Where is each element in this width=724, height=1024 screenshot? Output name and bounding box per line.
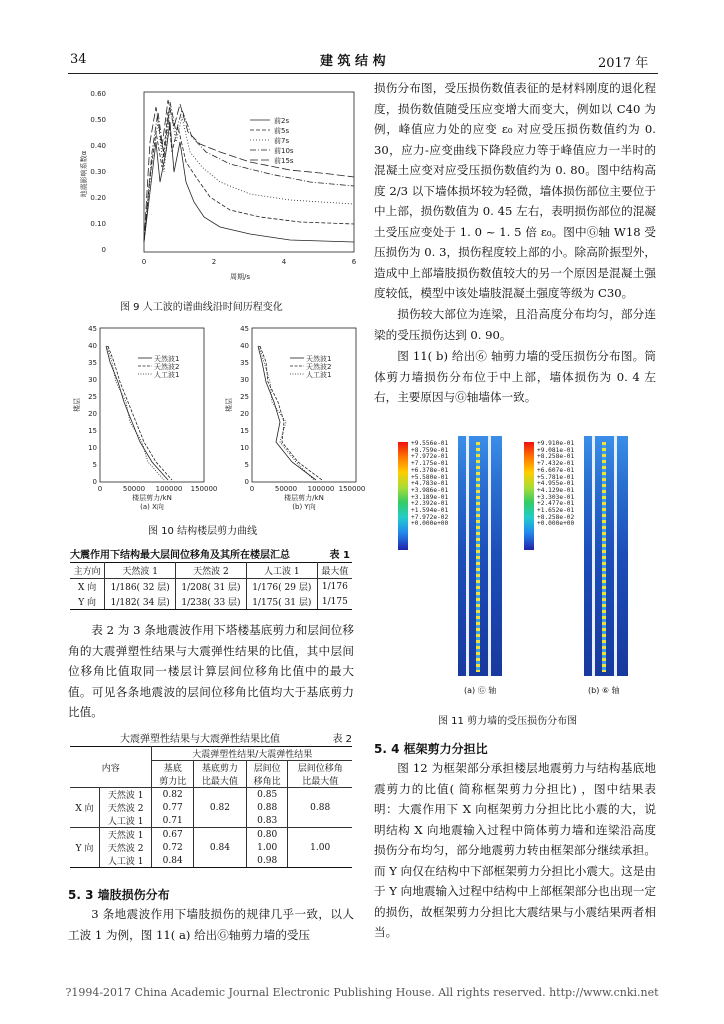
fig10a-ytick: 10 [88, 444, 97, 452]
section-5-3-text: 3 条地震波作用下墙肢损伤的规律几乎一致，以人工波 1 为例，图 11( a) 给出Ⓖ轴剪力墙的受压 [68, 907, 354, 942]
fig9-ytick: 0.10 [90, 220, 106, 228]
table2-label: 表 2 [332, 734, 352, 745]
table1-title-row [70, 546, 350, 561]
fig10b-ytick: 30 [240, 376, 249, 384]
fig9-chart [70, 82, 360, 292]
fig10a-legend-item: 天然波1 [154, 355, 180, 363]
fig10a-ytick: 35 [88, 359, 97, 367]
fig10b-ytick: 35 [240, 359, 249, 367]
fig11b-scale-value: +2.477e-01 [537, 500, 575, 508]
fig10-caption: 图 10 结构楼层剪力曲线 [148, 526, 258, 537]
fig10b-ytick: 45 [240, 325, 249, 333]
table2-subheader: 比最大值 [288, 774, 352, 788]
fig10b-ylabel: 楼层 [225, 398, 233, 412]
table2-cell: 0.88 [310, 802, 331, 813]
table2-title: 大震弹塑性结果与大震弹性结果比值 [120, 734, 280, 745]
fig9-xtick: 6 [351, 258, 357, 266]
table2-wave: 人工波 1 [99, 854, 152, 868]
fig9-xtick: 0 [141, 258, 147, 266]
fig10b-xtick: 50000 [274, 485, 298, 493]
table2-cell: 0.77 [152, 801, 193, 814]
table2-cell: 0.82 [152, 788, 193, 802]
fig10a-xtick: 50000 [122, 485, 146, 493]
fig9-legend-item: 前2s [274, 117, 290, 125]
fig9-series-15s [144, 100, 354, 242]
fig10a-sublabel: (a) X向 [140, 503, 164, 511]
fig10b-legend-item: 天然波2 [306, 363, 332, 371]
fig11a-scale-value: +7.972e-01 [411, 453, 449, 461]
fig11b-scale [537, 441, 574, 528]
section-5-4-text: 图 12 为框架部分承担楼层地震剪力与结构基底地震剪力的比值( 简称框架剪力分担比) ，图中结果表明：大震作用下 X 向框架剪力分担比比小震的大，说明结构 X 向地震输入过程中筒体剪力墙和连梁沿高度损伤分布均匀，部分地震剪力转由框架部分继续承担。而 Y 向仅在结构中下部框架剪力分担比小震大。这是由于 Y 向地震输入过程中结构中上部框架部分也出现一定的损伤，故框架剪力分担比大震结果与小震结果两者相当。 [374, 761, 656, 939]
table1-cell: 1/208( 31 层) [176, 579, 247, 595]
fig10b-ytick: 15 [240, 427, 249, 435]
fig11a-scale-value: +1.594e-01 [411, 507, 449, 515]
table2-cell: 0.71 [152, 814, 193, 828]
fig11a-scale-value: +9.556e-01 [411, 440, 449, 447]
table2-title-row [120, 730, 352, 745]
table2-wave: 天然波 1 [99, 788, 152, 802]
table2-dir: X 向 [70, 788, 99, 828]
table2-subheader: 基底 [152, 761, 193, 775]
fig10b-xlabel: 楼层剪力/kN [284, 494, 324, 502]
fig11a-scale-value: +3.986e-01 [411, 486, 449, 494]
table1-header: 最大值 [317, 563, 352, 579]
table1-cell: 1/175 [317, 594, 352, 610]
table1-header: 人工波 1 [246, 563, 317, 579]
table1-header: 天然波 2 [176, 563, 247, 579]
table2-cell: 0.67 [152, 828, 193, 842]
fig9-ytick: 0.40 [90, 142, 106, 150]
fig10b-sublabel: (b) Y向 [292, 503, 316, 511]
fig10a-ytick: 40 [88, 342, 97, 350]
fig10a-ytick: 15 [88, 427, 97, 435]
fig9-ytick: 0.50 [90, 116, 106, 124]
fig9-ytick: 0.60 [90, 90, 106, 98]
fig10b-ytick: 0 [244, 478, 249, 486]
fig10b-xtick: 150000 [338, 485, 366, 493]
fig9-series-2s [144, 122, 354, 242]
fig10a-ytick: 5 [92, 461, 97, 469]
fig9-ylabel: 地震影响系数α [80, 150, 88, 198]
fig11a-scale-value: +8.759e-01 [411, 446, 449, 454]
table2-cell: 0.80 [246, 828, 287, 842]
fig9-xtick: 4 [281, 258, 287, 266]
table1-cell: 1/176( 29 层) [246, 579, 317, 595]
fig11b-scale-value: +9.910e-01 [537, 440, 575, 447]
table2-subheader: 剪力比 [152, 774, 193, 788]
fig9-xlabel: 周期/s [229, 273, 251, 281]
fig11b-wall-model [584, 436, 628, 676]
fig11a-scale-value: +7.175e-01 [411, 460, 449, 468]
fig10a-ytick: 0 [92, 478, 97, 486]
fig10a-ytick: 45 [88, 325, 97, 333]
fig10b-ytick: 20 [240, 410, 249, 418]
fig9-series-10s [144, 102, 354, 242]
fig10a-ytick: 30 [88, 376, 97, 384]
page-number: 34 [70, 52, 87, 67]
table2-cell: 0.85 [246, 788, 287, 802]
table2-subheader: 基底剪力 [193, 761, 246, 775]
fig10b-ytick: 5 [244, 461, 249, 469]
fig11b-sublabel: (b) ⑥ 轴 [588, 686, 620, 695]
table1-cell: X 向 [70, 579, 105, 595]
year: 2017 年 [598, 56, 649, 71]
fig10b-ytick: 25 [240, 393, 249, 401]
fig11a-scale-value: +2.392e-01 [411, 500, 449, 508]
fig11a-wall-model [458, 436, 502, 676]
table2-cell: 0.84 [193, 828, 246, 868]
figure-9 [70, 82, 360, 292]
fig10b-ytick: 10 [240, 444, 249, 452]
fig11-caption: 图 11 剪力墙的受压损伤分布图 [438, 716, 578, 727]
table2-cell: 0.84 [152, 854, 193, 868]
table-2 [70, 746, 352, 868]
table2-wave: 天然波 2 [99, 801, 152, 814]
fig11b-scale-value: +5.781e-01 [537, 473, 575, 481]
fig10a-xtick: 0 [97, 485, 103, 493]
table1-cell: 1/176 [321, 581, 348, 592]
fig10a-xlabel: 楼层剪力/kN [132, 494, 172, 502]
figure-10 [70, 322, 366, 512]
fig11a-scale-value: +4.783e-01 [411, 480, 449, 488]
fig11a-scale-value: +7.972e-02 [411, 513, 449, 521]
copyright-footer: ?1994-2017 China Academic Journal Electronic Publishing House. All rights reserved. http://www.cnki.net [65, 986, 659, 999]
fig9-ytick: 0.30 [90, 168, 106, 176]
fig11a-sublabel: (a) Ⓖ 轴 [464, 686, 497, 695]
fig9-legend-item: 前15s [274, 157, 294, 165]
fig10a-ytick: 25 [88, 393, 97, 401]
table2-subheader: 层间位 [246, 761, 287, 775]
fig9-caption: 图 9 人工波的谱曲线沿时间历程变化 [120, 302, 283, 313]
fig9-legend-item: 前10s [274, 147, 294, 155]
header-rule [68, 73, 658, 74]
fig11b-scale-value: +3.303e-01 [537, 493, 575, 501]
fig11a-colorbar [398, 442, 408, 550]
table1-cell: 1/186( 32 层) [105, 579, 176, 595]
section-5-4-title: 5. 4 框架剪力分担比 [374, 742, 488, 756]
fig9-ytick: 0 [101, 246, 106, 254]
fig10a-legend-item: 人工波1 [154, 371, 180, 379]
fig11b-scale-value: +7.432e-01 [537, 460, 575, 468]
fig11b-scale-value: +0.000e+00 [537, 520, 575, 528]
fig10b-legend-item: 天然波1 [306, 355, 332, 363]
table1-header: 主方向 [70, 563, 105, 579]
fig10-chart [70, 322, 366, 512]
fig11a-scale-value: +0.000e+00 [411, 520, 449, 528]
fig11b-scale-value: +9.081e-01 [537, 446, 575, 454]
table1-cell: 1/182( 34 层) [105, 594, 176, 610]
table1-cell: 1/238( 33 层) [176, 594, 247, 610]
fig11a-scale-value: +3.189e-01 [411, 493, 449, 501]
paragraph-fig11b: 图 11( b) 给出⑥ 轴剪力墙的受压损伤分布图。筒体剪力墙损伤分布位于中上部，墙体损伤为 0. 4 左右，主要原因与Ⓖ轴墙体一致。 [374, 349, 656, 404]
table1-header: 天然波 1 [105, 563, 176, 579]
table1-title: 大震作用下结构最大层间位移角及其所在楼层汇总 [70, 550, 290, 561]
table2-cell: 1.00 [288, 828, 352, 868]
table2-cell: 0.98 [246, 854, 287, 868]
fig11b-scale-value: +4.129e-01 [537, 486, 575, 494]
fig10a-ylabel: 楼层 [73, 398, 81, 412]
fig10b-legend-item: 人工波1 [306, 371, 332, 379]
fig11b-scale-value: +1.652e-01 [537, 507, 575, 515]
table2-wave: 天然波 1 [99, 828, 152, 842]
paragraph-damage-description: 损伤分布图，受压损伤数值表征的是材料刚度的退化程度，损伤数值随受压应变增大而变大，例如以 C40 为例，峰值应力处的应变 ε₀ 对应受压损伤数值约为 0. 30，应力-应变曲线下降段应力等于峰值应力一半时的混凝土应变对应受压损伤数值约为 0. 80。图中结构高度 2/3 以下墙体损坏较为轻微，墙体损伤部位主要位于中上部，损伤数值为 0. 45 左右，表明损伤部位的混凝土受压应变处于 1. 0 ~ 1. 5 倍 ε₀。图中Ⓖ轴 W18 受压损伤为 0. 3，损伤程度较上部的小。除高阶振型外，造成中上部墙肢损伤数值较大的另一个原因是混凝土强度较低，模型中该处墙肢混凝土强度等级为 C30。 [374, 81, 656, 300]
table2-wave: 人工波 1 [99, 814, 152, 828]
table2-dir: Y 向 [70, 828, 99, 868]
fig10a-legend-item: 天然波2 [154, 363, 180, 371]
table2-subheader: 层间位移角 [297, 764, 343, 774]
fig10b-ytick: 40 [240, 342, 249, 350]
paragraph-table2-intro: 表 2 为 3 条地震波作用下塔楼基底剪力和层间位移角的大震弹塑性结果与大震弹性结果的比值，其中层间位移角比值取同一楼层计算层间位移角比值中的最大值。可见各条地震波的层间位移角比值均大于基底剪力比值。 [68, 623, 354, 719]
section-5-3-title: 5. 3 墙肢损伤分布 [68, 888, 170, 902]
table2-cell: 0.88 [246, 801, 287, 814]
fig9-legend-item: 前5s [274, 127, 290, 135]
fig10a-xtick: 100000 [155, 485, 183, 493]
fig11b-scale-value: +8.258e-01 [537, 453, 575, 461]
fig10b-xtick: 0 [249, 485, 255, 493]
fig10b-xtick: 100000 [307, 485, 335, 493]
journal-name: 建 筑 结 构 [320, 54, 386, 69]
fig11a-scale-value: +5.580e-01 [411, 473, 449, 481]
fig11b-colorbar [524, 442, 534, 550]
fig11b-scale-value: +8.258e-02 [537, 513, 575, 521]
paragraph-coupling-beam: 损伤较大部位为连梁，且沿高度分布均匀，部分连梁的受压损伤达到 0. 90。 [374, 307, 656, 342]
table2-cell: 0.72 [152, 841, 193, 854]
table1-cell: 1/175( 31 层) [246, 594, 317, 610]
table1-cell: Y 向 [70, 594, 105, 610]
table2-wave: 天然波 2 [99, 841, 152, 854]
fig11b-scale-value: +6.607e-01 [537, 466, 575, 474]
table2-cell: 0.83 [246, 814, 287, 828]
fig10a-xtick: 150000 [190, 485, 218, 493]
table2-group-header: 大震弹塑性结果/大震弹性结果 [152, 747, 352, 761]
fig9-series-7s [144, 107, 354, 242]
fig11b-scale-value: +4.955e-01 [537, 480, 575, 488]
table1-label: 表 1 [329, 550, 350, 561]
fig9-frame [144, 92, 354, 252]
table-1 [70, 562, 352, 610]
fig10a-ytick: 20 [88, 410, 97, 418]
table2-subheader: 比最大值 [193, 774, 246, 788]
table2-subheader: 移角比 [246, 774, 287, 788]
fig9-ytick: 0.20 [90, 194, 106, 202]
fig9-xtick: 2 [211, 258, 217, 266]
fig11a-scale-value: +6.378e-01 [411, 466, 449, 474]
fig9-legend-item: 前7s [274, 137, 290, 145]
table2-content-header: 内容 [70, 747, 152, 788]
fig11a-scale [411, 441, 448, 528]
table2-cell: 0.82 [193, 788, 246, 828]
table2-cell: 1.00 [246, 841, 287, 854]
figure-11 [392, 432, 642, 702]
